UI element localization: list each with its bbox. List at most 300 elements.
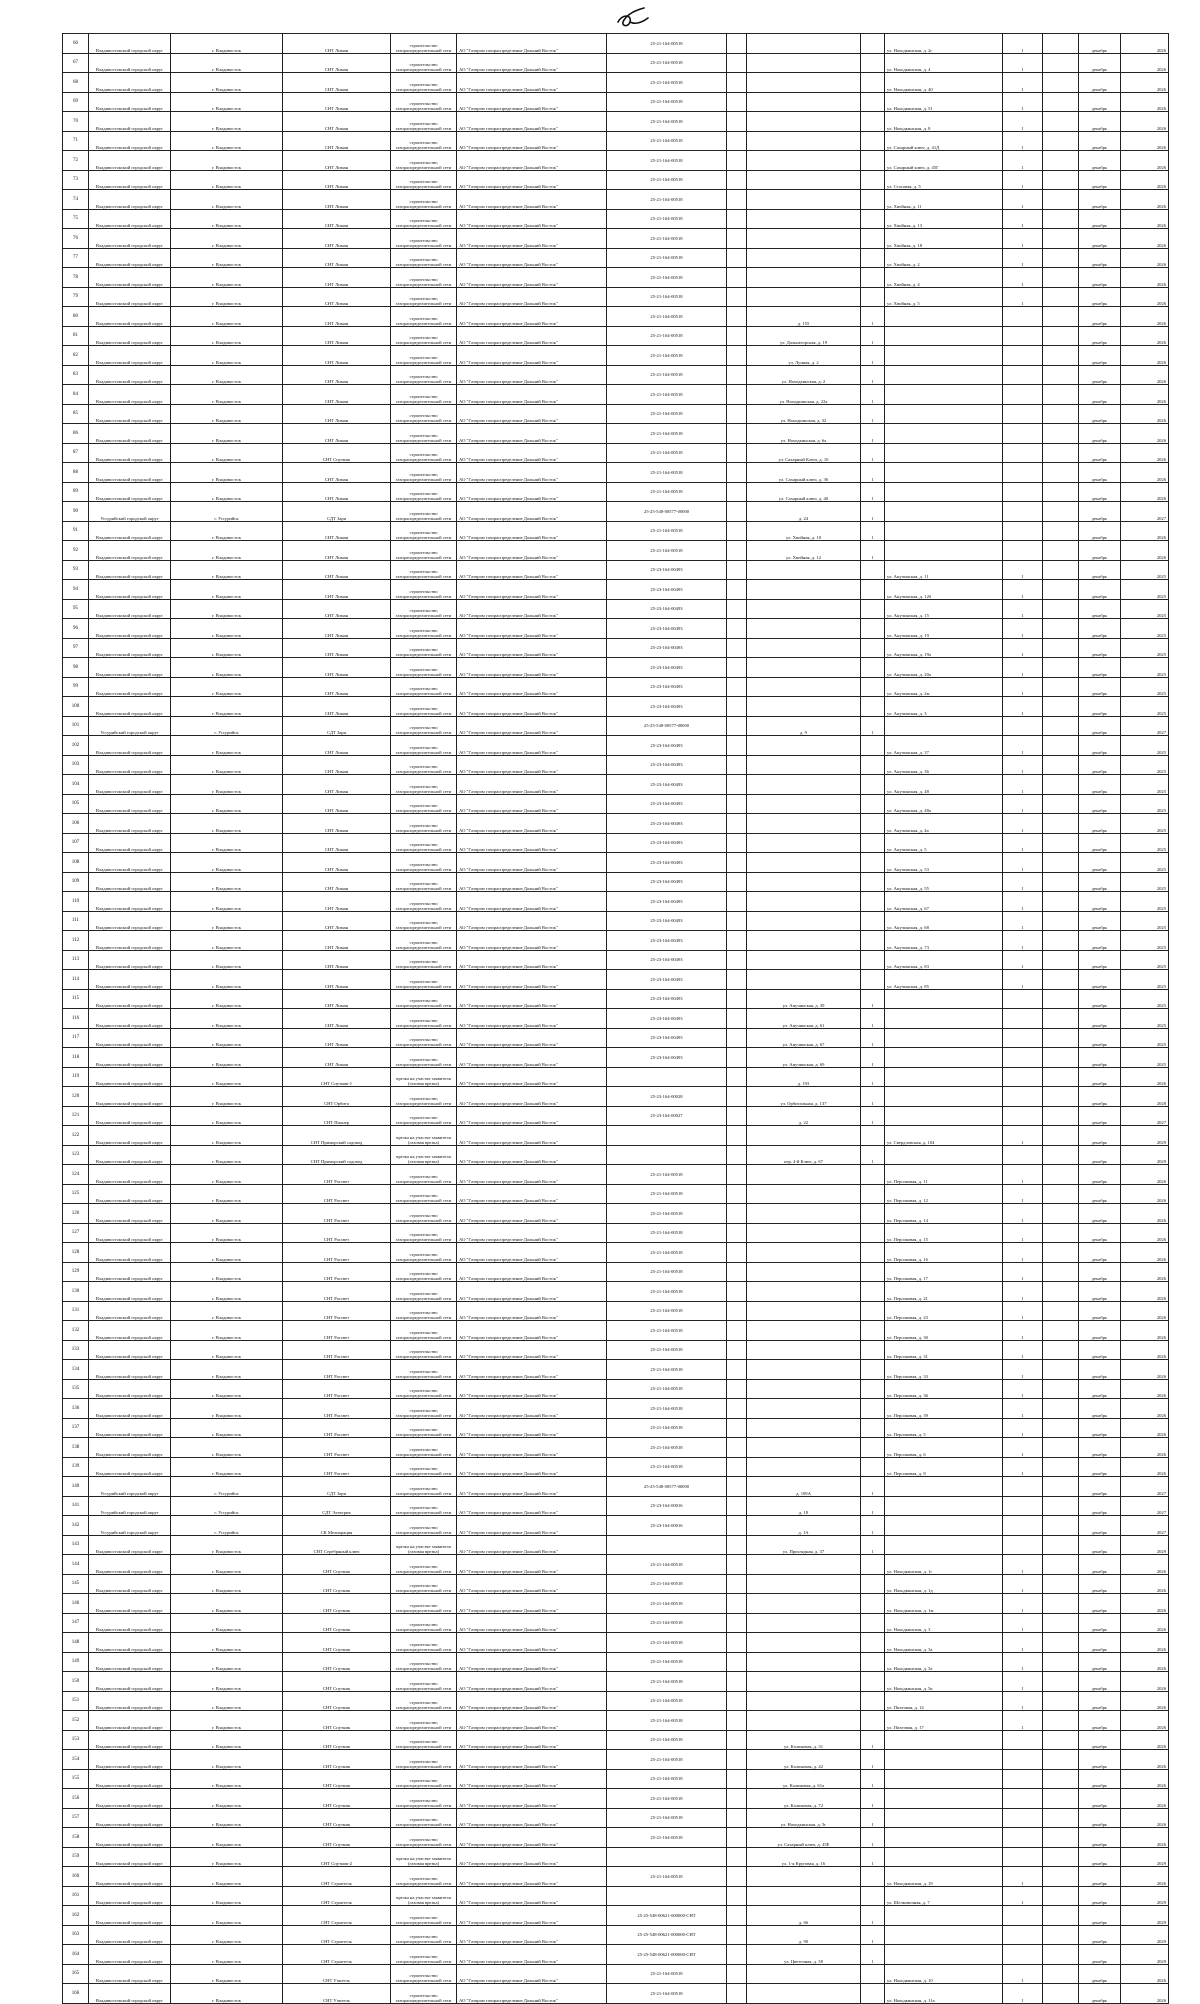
cell-operator: АО "Газпром газораспределение Дальний Восток" (457, 151, 607, 171)
cell-№: 69 (63, 92, 89, 112)
cell-snt: СНТ Лиман (283, 619, 391, 639)
cell-count_b: 1 (1003, 892, 1043, 912)
cell-city: г. Владивосток (171, 1886, 283, 1906)
cell-work_type: строительство газораспределительной сети (391, 424, 457, 444)
cell-snt: СНТ Лиман (283, 385, 391, 405)
cell-year: 2027 (1121, 1106, 1169, 1126)
cell-address_a: ул. Сахарный Ключ, д. 10 (747, 443, 861, 463)
cell-blank2 (1043, 931, 1079, 951)
cell-city: г. Владивосток (171, 346, 283, 366)
cell-count_a (861, 677, 885, 697)
cell-blank2 (1043, 1165, 1079, 1185)
cell-address_b (885, 424, 1003, 444)
cell-blank (727, 1711, 747, 1731)
cell-address_b (885, 1106, 1003, 1126)
cell-blank2 (1043, 463, 1079, 483)
cell-count_a (861, 1243, 885, 1263)
cell-city: г. Владивосток (171, 1438, 283, 1458)
cell-blank2 (1043, 814, 1079, 834)
cell-work_type: строительство газораспределительной сети (391, 638, 457, 658)
cell-count_b (1003, 346, 1043, 366)
cell-permit: 25-21-164-00518 (607, 229, 727, 249)
cell-permit: 25-23-164-00493 (607, 892, 727, 912)
cell-city: г. Владивосток (171, 307, 283, 327)
cell-count_b: 1 (1003, 1633, 1043, 1653)
cell-month: декабрь (1079, 1535, 1121, 1555)
cell-permit: 25-21-164-00518 (607, 326, 727, 346)
cell-work_type: строительство газораспределительной сети (391, 1048, 457, 1068)
cell-blank2 (1043, 1711, 1079, 1731)
cell-blank2 (1043, 248, 1079, 268)
cell-count_a (861, 755, 885, 775)
cell-year: 2026 (1121, 1613, 1169, 1633)
cell-year: 2025 (1121, 1028, 1169, 1048)
cell-snt: СНТ Лиман (283, 73, 391, 93)
table-row (63, 599, 1169, 619)
cell-№: 124 (63, 1165, 89, 1185)
cell-count_a (861, 775, 885, 795)
table-row (63, 697, 1169, 717)
cell-blank (727, 1126, 747, 1146)
cell-permit: 25-21-164-00518 (607, 1379, 727, 1399)
cell-permit: 25-23-164-00493 (607, 911, 727, 931)
cell-blank (727, 892, 747, 912)
cell-address_b (885, 1906, 1003, 1926)
cell-month: декабрь (1079, 638, 1121, 658)
cell-blank (727, 1477, 747, 1497)
cell-count_a (861, 1126, 885, 1146)
cell-blank (727, 92, 747, 112)
cell-municipality: Владивостокский городской округ (89, 775, 171, 795)
cell-blank (727, 424, 747, 444)
cell-№: 113 (63, 950, 89, 970)
cell-address_b (885, 482, 1003, 502)
cell-address_a (747, 151, 861, 171)
cell-blank (727, 1613, 747, 1633)
cell-blank (727, 736, 747, 756)
cell-blank2 (1043, 287, 1079, 307)
cell-count_b (1003, 404, 1043, 424)
cell-address_a: ул. Дальнегорская, д. 19 (747, 326, 861, 346)
cell-permit: 25-23-164-00493 (607, 677, 727, 697)
cell-address_a (747, 1886, 861, 1906)
cell-permit: 25-21-164-00518 (607, 1594, 727, 1614)
cell-address_b: ул. Персиковая, д. 39 (885, 1399, 1003, 1419)
cell-municipality: Владивостокский городской округ (89, 755, 171, 775)
cell-operator: АО "Газпром газораспределение Дальний Восток" (457, 1457, 607, 1477)
cell-city: г. Владивосток (171, 1984, 283, 2004)
cell-blank2 (1043, 151, 1079, 171)
cell-№: 134 (63, 1360, 89, 1380)
cell-snt: СНТ Лиман (283, 346, 391, 366)
cell-count_a (861, 853, 885, 873)
cell-count_b (1003, 1048, 1043, 1068)
cell-address_a (747, 1984, 861, 2004)
cell-blank (727, 970, 747, 990)
cell-work_type: врезка на участке заявителя (газовая врезка) (391, 1886, 457, 1906)
cell-address_b (885, 1067, 1003, 1087)
cell-blank2 (1043, 775, 1079, 795)
cell-year: 2027 (1121, 1516, 1169, 1536)
cell-city: г. Уссурийск (171, 1477, 283, 1497)
cell-month: декабрь (1079, 1126, 1121, 1146)
cell-blank2 (1043, 794, 1079, 814)
cell-work_type: строительство газораспределительной сети (391, 1496, 457, 1516)
cell-municipality: Владивостокский городской округ (89, 1652, 171, 1672)
cell-permit: 25-21-164-00518 (607, 1301, 727, 1321)
cell-permit: 25-25-548-00577-00000 (607, 1477, 727, 1497)
table-row (63, 1457, 1169, 1477)
cell-operator: АО "Газпром газораспределение Дальний Восток" (457, 1282, 607, 1302)
cell-month: декабрь (1079, 1925, 1121, 1945)
cell-month: декабрь (1079, 1769, 1121, 1789)
cell-work_type: строительство газораспределительной сети (391, 1340, 457, 1360)
cell-year: 2025 (1121, 1048, 1169, 1068)
cell-work_type: врезка на участке заявителя (газовая врезка) (391, 1145, 457, 1165)
cell-blank (727, 950, 747, 970)
cell-permit: 25-21-164-00518 (607, 443, 727, 463)
cell-count_b: 1 (1003, 1126, 1043, 1146)
cell-city: г. Владивосток (171, 658, 283, 678)
cell-count_a (861, 209, 885, 229)
cell-year: 2026 (1121, 1769, 1169, 1789)
cell-permit: 25-23-164-00493 (607, 755, 727, 775)
cell-permit: 25-21-164-00518 (607, 1613, 727, 1633)
cell-count_b: 1 (1003, 1223, 1043, 1243)
cell-municipality: Владивостокский городской округ (89, 1750, 171, 1770)
cell-address_a: ул. Лунная, д. 2 (747, 346, 861, 366)
cell-municipality: Владивостокский городской округ (89, 580, 171, 600)
cell-operator: АО "Газпром газораспределение Дальний Восток" (457, 1126, 607, 1146)
cell-operator: АО "Газпром газораспределение Дальний Восток" (457, 619, 607, 639)
cell-permit: 25-23-164-00493 (607, 580, 727, 600)
cell-permit: 25-21-164-00518 (607, 463, 727, 483)
cell-city: г. Владивосток (171, 794, 283, 814)
cell-snt: СНТ Спутник (283, 1691, 391, 1711)
cell-municipality: Владивостокский городской округ (89, 268, 171, 288)
cell-blank (727, 1223, 747, 1243)
cell-municipality: Владивостокский городской округ (89, 424, 171, 444)
cell-operator: АО "Газпром газораспределение Дальний Восток" (457, 931, 607, 951)
cell-year: 2025 (1121, 931, 1169, 951)
cell-permit: 25-21-164-00518 (607, 1633, 727, 1653)
cell-year: 2026 (1121, 1555, 1169, 1575)
cell-blank (727, 1106, 747, 1126)
table-row (63, 1009, 1169, 1029)
cell-operator: АО "Газпром газораспределение Дальний Восток" (457, 1243, 607, 1263)
cell-municipality: Владивостокский городской округ (89, 1672, 171, 1692)
cell-blank2 (1043, 950, 1079, 970)
cell-work_type: строительство газораспределительной сети (391, 911, 457, 931)
cell-blank (727, 1184, 747, 1204)
cell-permit: 25-23-164-00493 (607, 775, 727, 795)
cell-blank2 (1043, 1438, 1079, 1458)
cell-year: 2026 (1121, 92, 1169, 112)
cell-month: декабрь (1079, 1457, 1121, 1477)
cell-count_b: 1 (1003, 775, 1043, 795)
table-row (63, 931, 1169, 951)
cell-city: г. Владивосток (171, 1906, 283, 1926)
cell-count_b (1003, 365, 1043, 385)
cell-work_type: строительство газораспределительной сети (391, 385, 457, 405)
cell-operator: АО "Газпром газораспределение Дальний Восток" (457, 482, 607, 502)
cell-permit: 25-21-164-00518 (607, 1789, 727, 1809)
cell-count_b: 1 (1003, 599, 1043, 619)
cell-count_a (861, 170, 885, 190)
cell-count_b (1003, 1106, 1043, 1126)
cell-snt: СНТ Лиман (283, 482, 391, 502)
table-row (63, 755, 1169, 775)
cell-month: декабрь (1079, 404, 1121, 424)
cell-count_b: 1 (1003, 580, 1043, 600)
cell-municipality: Владивостокский городской округ (89, 1769, 171, 1789)
cell-blank (727, 1886, 747, 1906)
cell-month: декабрь (1079, 1145, 1121, 1165)
cell-month: декабрь (1079, 1438, 1121, 1458)
cell-permit: 25-21-164-00518 (607, 53, 727, 73)
cell-permit (607, 1847, 727, 1867)
cell-month: декабрь (1079, 326, 1121, 346)
cell-address_b: ул. Персиковая, д. 8 (885, 1457, 1003, 1477)
cell-year: 2025 (1121, 872, 1169, 892)
cell-count_a: 1 (861, 1730, 885, 1750)
cell-year: 2025 (1121, 736, 1169, 756)
cell-city: г. Владивосток (171, 1750, 283, 1770)
cell-address_a (747, 1379, 861, 1399)
cell-blank (727, 658, 747, 678)
cell-№: 85 (63, 404, 89, 424)
cell-address_a (747, 1126, 861, 1146)
cell-blank (727, 287, 747, 307)
cell-address_a: ул. Находкинская, д. 32 (747, 404, 861, 424)
cell-operator: АО "Газпром газораспределение Дальний Восток" (457, 1886, 607, 1906)
cell-year: 2026 (1121, 1340, 1169, 1360)
cell-work_type: строительство газораспределительной сети (391, 970, 457, 990)
cell-blank (727, 1867, 747, 1887)
cell-permit: 25-21-164-00518 (607, 34, 727, 54)
cell-city: г. Владивосток (171, 1243, 283, 1263)
cell-blank2 (1043, 482, 1079, 502)
cell-address_b: ул. Хвойная, д. 11 (885, 190, 1003, 210)
cell-month: декабрь (1079, 619, 1121, 639)
cell-address_b (885, 1535, 1003, 1555)
cell-municipality: Владивостокский городской округ (89, 346, 171, 366)
cell-address_a (747, 1672, 861, 1692)
cell-count_b (1003, 1906, 1043, 1926)
cell-operator: АО "Газпром газораспределение Дальний Восток" (457, 92, 607, 112)
cell-city: г. Владивосток (171, 229, 283, 249)
cell-permit: 25-25-548-00621-000000-СНТ (607, 1925, 727, 1945)
cell-year: 2026 (1121, 1067, 1169, 1087)
cell-municipality: Владивостокский городской округ (89, 677, 171, 697)
cell-month: декабрь (1079, 482, 1121, 502)
cell-year: 2026 (1121, 1672, 1169, 1692)
cell-snt: СНТ Рассвет (283, 1165, 391, 1185)
cell-count_b: 1 (1003, 1711, 1043, 1731)
cell-blank2 (1043, 1516, 1079, 1536)
cell-address_b: ул. Персиковая, д. 14 (885, 1204, 1003, 1224)
cell-blank (727, 1769, 747, 1789)
cell-count_b (1003, 1067, 1043, 1087)
cell-blank2 (1043, 346, 1079, 366)
cell-operator: АО "Газпром газораспределение Дальний Восток" (457, 1009, 607, 1029)
cell-city: г. Владивосток (171, 209, 283, 229)
cell-count_b (1003, 307, 1043, 327)
cell-snt: СДТ Заря (283, 716, 391, 736)
cell-count_b: 1 (1003, 736, 1043, 756)
cell-count_a: 1 (861, 443, 885, 463)
cell-address_a: ул. Сахарный ключ, д. 45Е (747, 1828, 861, 1848)
cell-blank (727, 814, 747, 834)
cell-count_b: 1 (1003, 73, 1043, 93)
table-row (63, 1204, 1169, 1224)
cell-snt: СНТ Лиман (283, 92, 391, 112)
cell-№: 155 (63, 1769, 89, 1789)
cell-month: декабрь (1079, 73, 1121, 93)
cell-municipality: Владивостокский городской округ (89, 989, 171, 1009)
cell-blank (727, 1379, 747, 1399)
cell-city: г. Владивосток (171, 1087, 283, 1107)
cell-work_type: строительство газораспределительной сети (391, 580, 457, 600)
cell-№: 86 (63, 424, 89, 444)
cell-permit: 25-23-164-00493 (607, 638, 727, 658)
cell-blank (727, 34, 747, 54)
cell-year: 2025 (1121, 560, 1169, 580)
cell-year: 2025 (1121, 833, 1169, 853)
cell-count_b (1003, 989, 1043, 1009)
cell-address_a: д. 1А (747, 1516, 861, 1536)
cell-city: г. Владивосток (171, 1808, 283, 1828)
table-row (63, 1438, 1169, 1458)
cell-snt: СНТ Лиман (283, 1028, 391, 1048)
cell-blank (727, 677, 747, 697)
cell-№: 78 (63, 268, 89, 288)
cell-blank (727, 229, 747, 249)
cell-count_b: 1 (1003, 287, 1043, 307)
cell-work_type: врезка на участке заявителя (газовая врезка) (391, 1067, 457, 1087)
cell-month: декабрь (1079, 1087, 1121, 1107)
cell-count_b: 1 (1003, 1613, 1043, 1633)
cell-blank (727, 1789, 747, 1809)
cell-count_a: 1 (861, 1048, 885, 1068)
cell-year: 2025 (1121, 794, 1169, 814)
cell-municipality: Владивостокский городской округ (89, 73, 171, 93)
cell-operator: АО "Газпром газораспределение Дальний Восток" (457, 73, 607, 93)
cell-municipality: Владивостокский городской округ (89, 1886, 171, 1906)
cell-count_a (861, 268, 885, 288)
cell-address_a: ул. Хвойная, д. 10 (747, 521, 861, 541)
cell-blank (727, 853, 747, 873)
cell-address_b: ул. Анучинская, д. 5 (885, 833, 1003, 853)
cell-№: 160 (63, 1867, 89, 1887)
cell-count_b: 1 (1003, 911, 1043, 931)
cell-blank (727, 268, 747, 288)
cell-operator: АО "Газпром газораспределение Дальний Восток" (457, 1906, 607, 1926)
table-row (63, 911, 1169, 931)
cell-work_type: строительство газораспределительной сети (391, 989, 457, 1009)
cell-№: 132 (63, 1321, 89, 1341)
cell-count_a: 1 (861, 541, 885, 561)
cell-city: г. Владивосток (171, 1594, 283, 1614)
cell-№: 101 (63, 716, 89, 736)
handwritten-mark (614, 4, 654, 32)
cell-month: декабрь (1079, 833, 1121, 853)
cell-year: 2026 (1121, 1984, 1169, 2004)
cell-municipality: Владивостокский городской округ (89, 53, 171, 73)
cell-№: 71 (63, 131, 89, 151)
cell-count_b (1003, 541, 1043, 561)
cell-blank2 (1043, 131, 1079, 151)
cell-operator: АО "Газпром газораспределение Дальний Восток" (457, 1438, 607, 1458)
cell-work_type: строительство газораспределительной сети (391, 1106, 457, 1126)
cell-count_b: 1 (1003, 1984, 1043, 2004)
cell-month: декабрь (1079, 755, 1121, 775)
cell-blank2 (1043, 619, 1079, 639)
cell-address_b (885, 385, 1003, 405)
cell-№: 162 (63, 1906, 89, 1926)
cell-city: г. Владивосток (171, 1613, 283, 1633)
cell-count_a (861, 1984, 885, 2004)
cell-count_b: 1 (1003, 92, 1043, 112)
table-row (63, 1223, 1169, 1243)
cell-city: г. Владивосток (171, 463, 283, 483)
cell-municipality: Владивостокский городской округ (89, 1223, 171, 1243)
cell-blank (727, 697, 747, 717)
cell-year: 2026 (1121, 521, 1169, 541)
cell-municipality: Владивостокский городской округ (89, 1009, 171, 1029)
cell-address_b: ул. Анучинская, д. 11 (885, 560, 1003, 580)
cell-blank2 (1043, 1496, 1079, 1516)
cell-address_b: ул. Хвойная, д. 13 (885, 209, 1003, 229)
cell-address_b (885, 346, 1003, 366)
cell-year: 2029 (1121, 1886, 1169, 1906)
cell-permit (607, 1886, 727, 1906)
cell-address_b: ул. Анучинская, д. 85 (885, 970, 1003, 990)
cell-blank (727, 1165, 747, 1185)
cell-month: декабрь (1079, 1594, 1121, 1614)
cell-permit: 25-21-164-00518 (607, 541, 727, 561)
table-row (63, 1418, 1169, 1438)
cell-№: 103 (63, 755, 89, 775)
cell-month: декабрь (1079, 34, 1121, 54)
cell-№: 143 (63, 1535, 89, 1555)
cell-address_b (885, 1516, 1003, 1536)
cell-municipality: Владивостокский городской округ (89, 1925, 171, 1945)
cell-work_type: строительство газораспределительной сети (391, 755, 457, 775)
table-row (63, 268, 1169, 288)
cell-permit: 25-23-164-00493 (607, 1028, 727, 1048)
cell-year: 2026 (1121, 1418, 1169, 1438)
cell-permit: 25-21-164-00518 (607, 170, 727, 190)
cell-address_b: ул. Персиковая, д. 11 (885, 1165, 1003, 1185)
table-row (63, 775, 1169, 795)
cell-work_type: строительство газораспределительной сети (391, 1808, 457, 1828)
cell-operator: АО "Газпром газораспределение Дальний Восток" (457, 1223, 607, 1243)
cell-snt: СНТ Лиман (283, 970, 391, 990)
cell-count_b: 1 (1003, 950, 1043, 970)
cell-month: декабрь (1079, 1243, 1121, 1263)
cell-blank2 (1043, 989, 1079, 1009)
cell-snt: СНТ Орбита (283, 1087, 391, 1107)
table-row (63, 833, 1169, 853)
cell-count_b: 1 (1003, 1301, 1043, 1321)
cell-blank2 (1043, 1340, 1079, 1360)
cell-blank2 (1043, 1048, 1079, 1068)
cell-count_b (1003, 1769, 1043, 1789)
cell-address_a (747, 755, 861, 775)
cell-year: 2026 (1121, 209, 1169, 229)
cell-count_a (861, 1379, 885, 1399)
